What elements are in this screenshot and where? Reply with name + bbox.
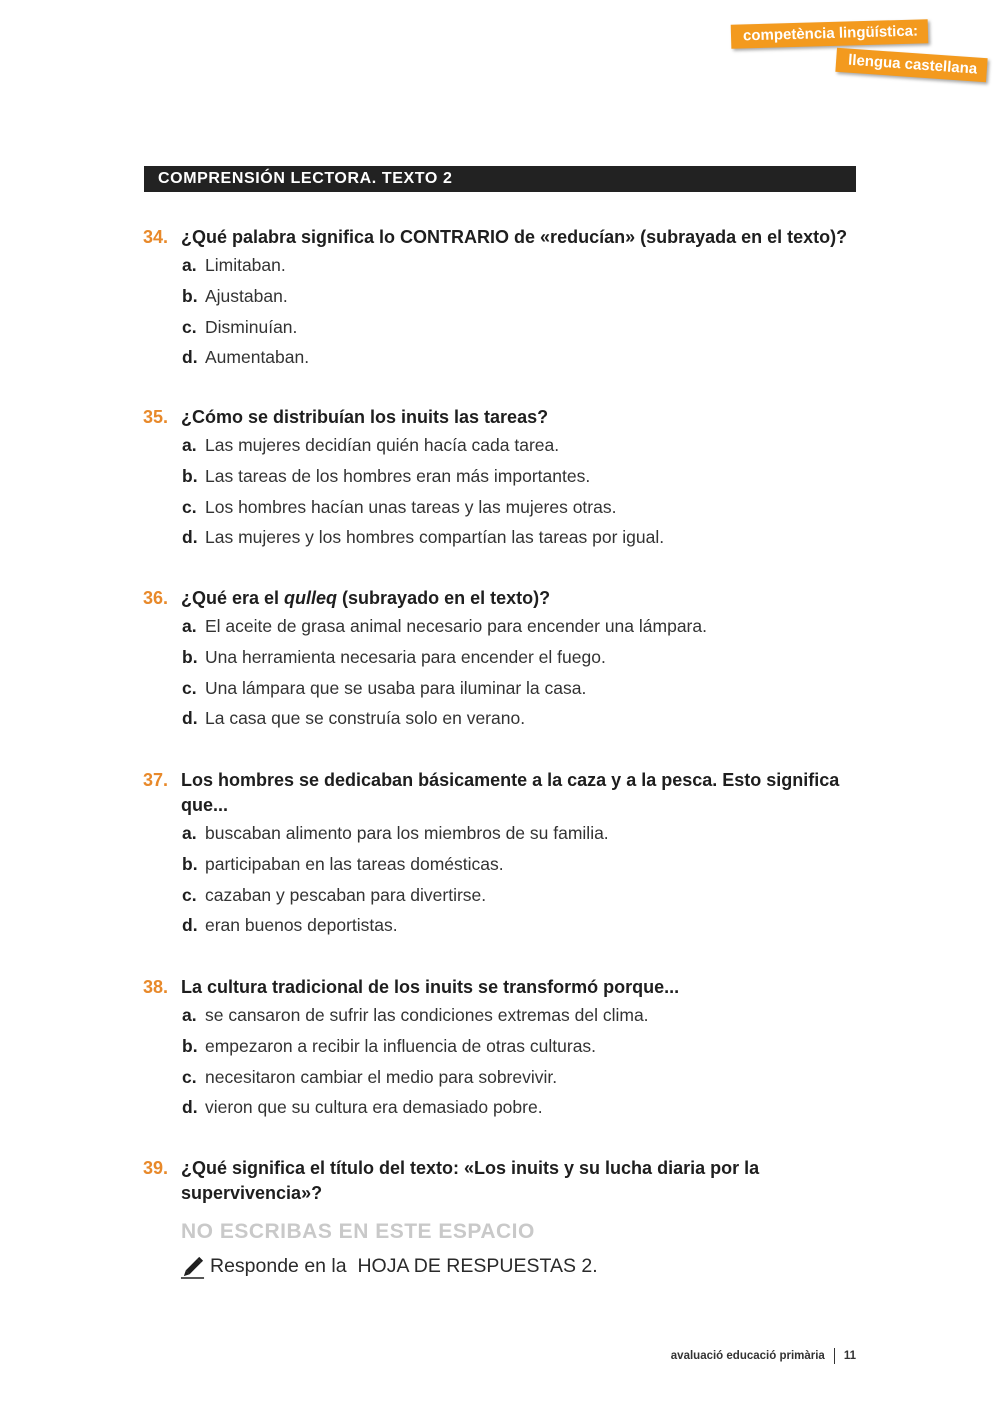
option-text: El aceite de grasa animal necesario para encender una lámpara.	[205, 616, 707, 636]
option-letter: c.	[182, 677, 197, 698]
no-write-notice: NO ESCRIBAS EN ESTE ESPACIO	[181, 1220, 535, 1243]
option-text: empezaron a recibir la influencia de otras culturas.	[205, 1035, 597, 1056]
page-number: 11	[843, 1350, 856, 1362]
question-number: 38.	[143, 977, 169, 997]
option-text: se cansaron de sufrir las condiciones extremas del clima.	[205, 1005, 649, 1025]
option-text: participaban en las tareas domésticas.	[205, 853, 504, 874]
footer-divider	[834, 1348, 835, 1364]
question-text: ¿Cómo se distribuían los inuits las tareas?	[181, 407, 549, 427]
option-letter: b.	[182, 853, 198, 874]
answer-option-a	[182, 430, 863, 461]
answer-option-b	[182, 461, 863, 492]
answer-option-b	[182, 1031, 863, 1062]
question-38	[143, 975, 863, 1123]
answer-option-c	[182, 673, 863, 704]
option-letter: b.	[182, 285, 198, 306]
question-text: ¿Qué significa el título del texto: «Los inuits y su lucha diaria por la supervivencia»?	[181, 1158, 760, 1203]
question-number: 37.	[143, 770, 169, 790]
answer-option-a	[182, 1000, 863, 1031]
answer-option-d	[182, 1092, 863, 1123]
question-36	[143, 586, 863, 734]
option-text: Una herramienta necesaria para encender el fuego.	[205, 646, 606, 667]
question-39	[143, 1156, 863, 1206]
option-text: cazaban y pescaban para divertirse.	[205, 884, 487, 905]
option-letter: b.	[182, 1035, 198, 1056]
question-number: 36.	[143, 588, 169, 608]
answer-option-d	[182, 703, 863, 734]
option-text: Ajustaban.	[205, 285, 288, 306]
option-letter: c.	[182, 1066, 197, 1087]
answer-option-d	[182, 522, 863, 553]
option-text: necesitaron cambiar el medio para sobrevivir.	[205, 1066, 558, 1087]
option-letter: b.	[182, 646, 198, 667]
answer-instruction-text: Responde en la HOJA DE RESPUESTAS 2.	[210, 1255, 598, 1277]
question-number: 39.	[143, 1158, 169, 1178]
page-footer	[671, 1348, 856, 1364]
option-letter: a.	[182, 255, 197, 275]
pencil-icon	[180, 1254, 205, 1279]
option-letter: d.	[182, 1097, 198, 1118]
option-text: Aumentaban.	[205, 347, 310, 368]
question-text: ¿Qué palabra significa lo CONTRARIO de «reducían» (subrayada en el texto)?	[181, 227, 848, 247]
option-letter: c.	[182, 496, 197, 517]
question-text: Los hombres se dedicaban básicamente a la caza y a la pesca. Esto significa que...	[181, 770, 840, 815]
option-text: eran buenos deportistas.	[205, 915, 398, 936]
option-letter: c.	[182, 316, 197, 337]
option-letter: d.	[182, 347, 198, 368]
option-text: Disminuían.	[205, 316, 298, 337]
question-34	[143, 225, 863, 373]
answer-option-c	[182, 880, 863, 911]
option-letter: c.	[182, 884, 197, 905]
answer-option-b	[182, 642, 863, 673]
answer-option-a	[182, 611, 863, 642]
option-letter: a.	[182, 823, 197, 843]
question-text: La cultura tradicional de los inuits se transformó porque...	[181, 977, 680, 997]
footer-label: avaluació educació primària	[670, 1350, 825, 1362]
question-37	[143, 768, 863, 941]
option-text: Las mujeres decidían quién hacía cada tarea.	[205, 435, 560, 455]
option-text: Las tareas de los hombres eran más importantes.	[205, 465, 591, 486]
option-text: vieron que su cultura era demasiado pobre.	[205, 1097, 543, 1118]
option-text: Limitaban.	[205, 255, 286, 275]
option-letter: a.	[182, 435, 197, 455]
option-text: Una lámpara que se usaba para iluminar la casa.	[205, 677, 587, 698]
answer-option-a	[182, 818, 863, 849]
answer-option-d	[182, 342, 863, 373]
answer-option-c	[182, 1062, 863, 1093]
option-letter: d.	[182, 708, 198, 729]
question-text-start: ¿Qué era el	[181, 588, 285, 608]
question-number: 35.	[143, 407, 169, 427]
answer-option-a	[182, 250, 863, 281]
answer-option-b	[182, 281, 863, 312]
question-number: 34.	[143, 227, 169, 247]
answer-instruction	[180, 1254, 598, 1279]
option-letter: d.	[182, 527, 198, 548]
subject-tag-language: llengua castellana	[835, 48, 988, 82]
question-35	[143, 405, 863, 553]
answer-option-d	[182, 910, 863, 941]
question-text-end: (subrayado en el texto)?	[337, 588, 551, 608]
answer-option-b	[182, 849, 863, 880]
option-text: Las mujeres y los hombres compartían las tareas por igual.	[205, 527, 665, 548]
option-letter: b.	[182, 465, 198, 486]
subject-tag-competence: competència lingüística:	[731, 19, 929, 48]
question-text	[181, 586, 863, 611]
option-letter: a.	[182, 1005, 197, 1025]
option-letter: a.	[182, 616, 197, 636]
answer-option-c	[182, 492, 863, 523]
option-text: La casa que se construía solo en verano.	[205, 708, 526, 729]
option-text: Los hombres hacían unas tareas y las mujeres otras.	[205, 496, 617, 517]
option-letter: d.	[182, 915, 198, 936]
answer-option-c	[182, 312, 863, 343]
italic-term: qulleq	[284, 588, 338, 608]
option-text: buscaban alimento para los miembros de su familia.	[205, 823, 609, 843]
section-title: COMPRENSIÓN LECTORA. TEXTO 2	[144, 166, 856, 192]
